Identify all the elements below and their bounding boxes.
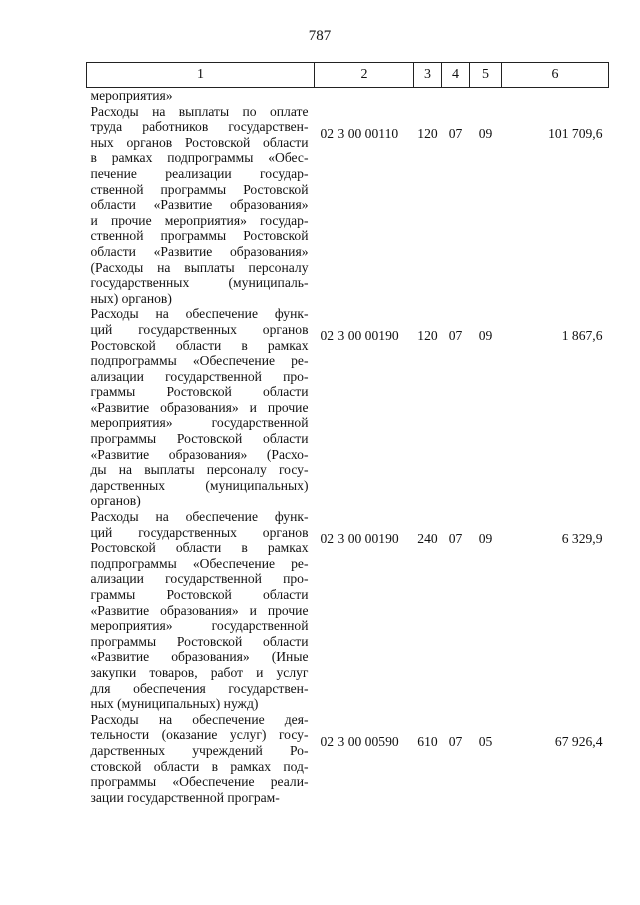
row-col-5: 09: [478, 531, 493, 547]
table-row: [87, 104, 609, 307]
row-col-5: 09: [478, 125, 493, 141]
description-line: (Расходы на выплаты персоналу: [90, 259, 309, 275]
continuation-row: [87, 88, 609, 104]
description-line: Расходы на обеспечение функ-: [90, 509, 309, 525]
description-line: труда работников государствен-: [90, 119, 309, 135]
table-row: [87, 712, 609, 806]
row-col-4: 07: [448, 733, 463, 749]
description-line: «Развитие образования» (Расхо-: [90, 446, 309, 462]
column-header-3: 3: [414, 63, 442, 88]
description-line: ды на выплаты персоналу госу-: [90, 462, 309, 478]
description-line: зации государственной програм-: [90, 789, 280, 805]
description-line: подпрограммы «Обеспечение ре-: [90, 353, 309, 369]
table-row: [87, 306, 609, 509]
row-amount: 67 926,4: [554, 733, 603, 749]
description-line: «Развитие образования» и прочие: [90, 399, 309, 415]
description-line: в рамках подпрограммы «Обес-: [90, 150, 309, 166]
description-line: программы Ростовской области: [90, 431, 309, 447]
description-line: ных) органов): [90, 290, 172, 306]
row-amount: 1 867,6: [561, 328, 603, 344]
description-line: ственной программы Ростовской: [90, 228, 309, 244]
description-line: области «Развитие образования»: [90, 197, 309, 213]
description-line: и прочие мероприятия» государ-: [90, 212, 309, 228]
row-col-4: 07: [448, 125, 463, 141]
row-col-4: 07: [448, 531, 463, 547]
description-line: ализации государственной про-: [90, 368, 309, 384]
row-col-3: 610: [417, 733, 438, 749]
column-header-2: 2: [315, 63, 414, 88]
row-code: 02 3 00 00110: [320, 125, 399, 141]
description-line: ных (муниципальных) нужд): [90, 696, 259, 712]
description-line: Расходы на обеспечение функ-: [90, 306, 309, 322]
description-line: Расходы на выплаты по оплате: [90, 103, 309, 119]
description-line: ных органов Ростовской области: [90, 134, 309, 150]
budget-table: [86, 62, 609, 805]
description-line: печение реализации государ-: [90, 165, 309, 181]
description-line: мероприятия» государственной: [90, 415, 309, 431]
column-header-4: 4: [442, 63, 470, 88]
description-line: Ростовской области в рамках: [90, 337, 309, 353]
row-description: [87, 306, 315, 509]
description-line: ализации государственной про-: [90, 571, 309, 587]
description-line: дарственных (муниципальных): [90, 477, 309, 493]
description-line: дарственных учреждений Ро-: [90, 742, 309, 758]
continuation-text: мероприятия»: [90, 88, 173, 103]
row-amount: 101 709,6: [548, 125, 603, 141]
row-description: [87, 509, 315, 712]
row-description: [87, 104, 315, 307]
column-header-6: 6: [502, 63, 609, 88]
description-line: граммы Ростовской области: [90, 587, 309, 602]
description-line: ций государственных органов: [90, 321, 309, 337]
row-description: [87, 712, 315, 806]
row-code: 02 3 00 00190: [320, 531, 399, 547]
description-line: программы «Обеспечение реали-: [90, 774, 309, 790]
description-line: «Развитие образования» и прочие: [90, 602, 309, 618]
row-col-3: 240: [417, 531, 438, 547]
description-line: ций государственных органов: [90, 524, 309, 540]
description-line: подпрограммы «Обеспечение ре-: [90, 555, 309, 571]
description-line: мероприятия» государственной: [90, 618, 309, 634]
description-line: стовской области в рамках под-: [90, 758, 309, 774]
row-col-5: 05: [478, 733, 493, 749]
description-line: Ростовской области в рамках: [90, 540, 309, 556]
page-number: 787: [308, 28, 332, 44]
description-line: тельности (оказание услуг) госу-: [90, 727, 309, 743]
description-line: области «Развитие образования»: [90, 243, 309, 259]
description-line: «Развитие образования» (Иные: [90, 649, 309, 665]
description-line: для обеспечения государствен-: [90, 680, 309, 696]
description-line: органов): [90, 493, 141, 509]
description-line: ственной программы Ростовской: [90, 181, 309, 197]
row-col-5: 09: [478, 328, 493, 344]
table-header-row: [87, 63, 609, 88]
column-header-5: 5: [470, 63, 502, 88]
row-col-3: 120: [417, 125, 438, 141]
description-line: граммы Ростовской области: [90, 384, 309, 400]
row-code: 02 3 00 00590: [320, 733, 399, 749]
description-line: государственных (муниципаль-: [90, 275, 309, 291]
description-line: программы Ростовской области: [90, 633, 309, 649]
row-col-4: 07: [448, 328, 463, 344]
description-line: закупки товаров, работ и услуг: [90, 664, 309, 680]
description-line: Расходы на обеспечение дея-: [90, 711, 309, 727]
row-code: 02 3 00 00190: [320, 328, 399, 344]
row-amount: 6 329,9: [561, 531, 603, 547]
column-header-1: 1: [87, 63, 315, 88]
row-col-3: 120: [417, 328, 438, 344]
table-row: [87, 509, 609, 712]
